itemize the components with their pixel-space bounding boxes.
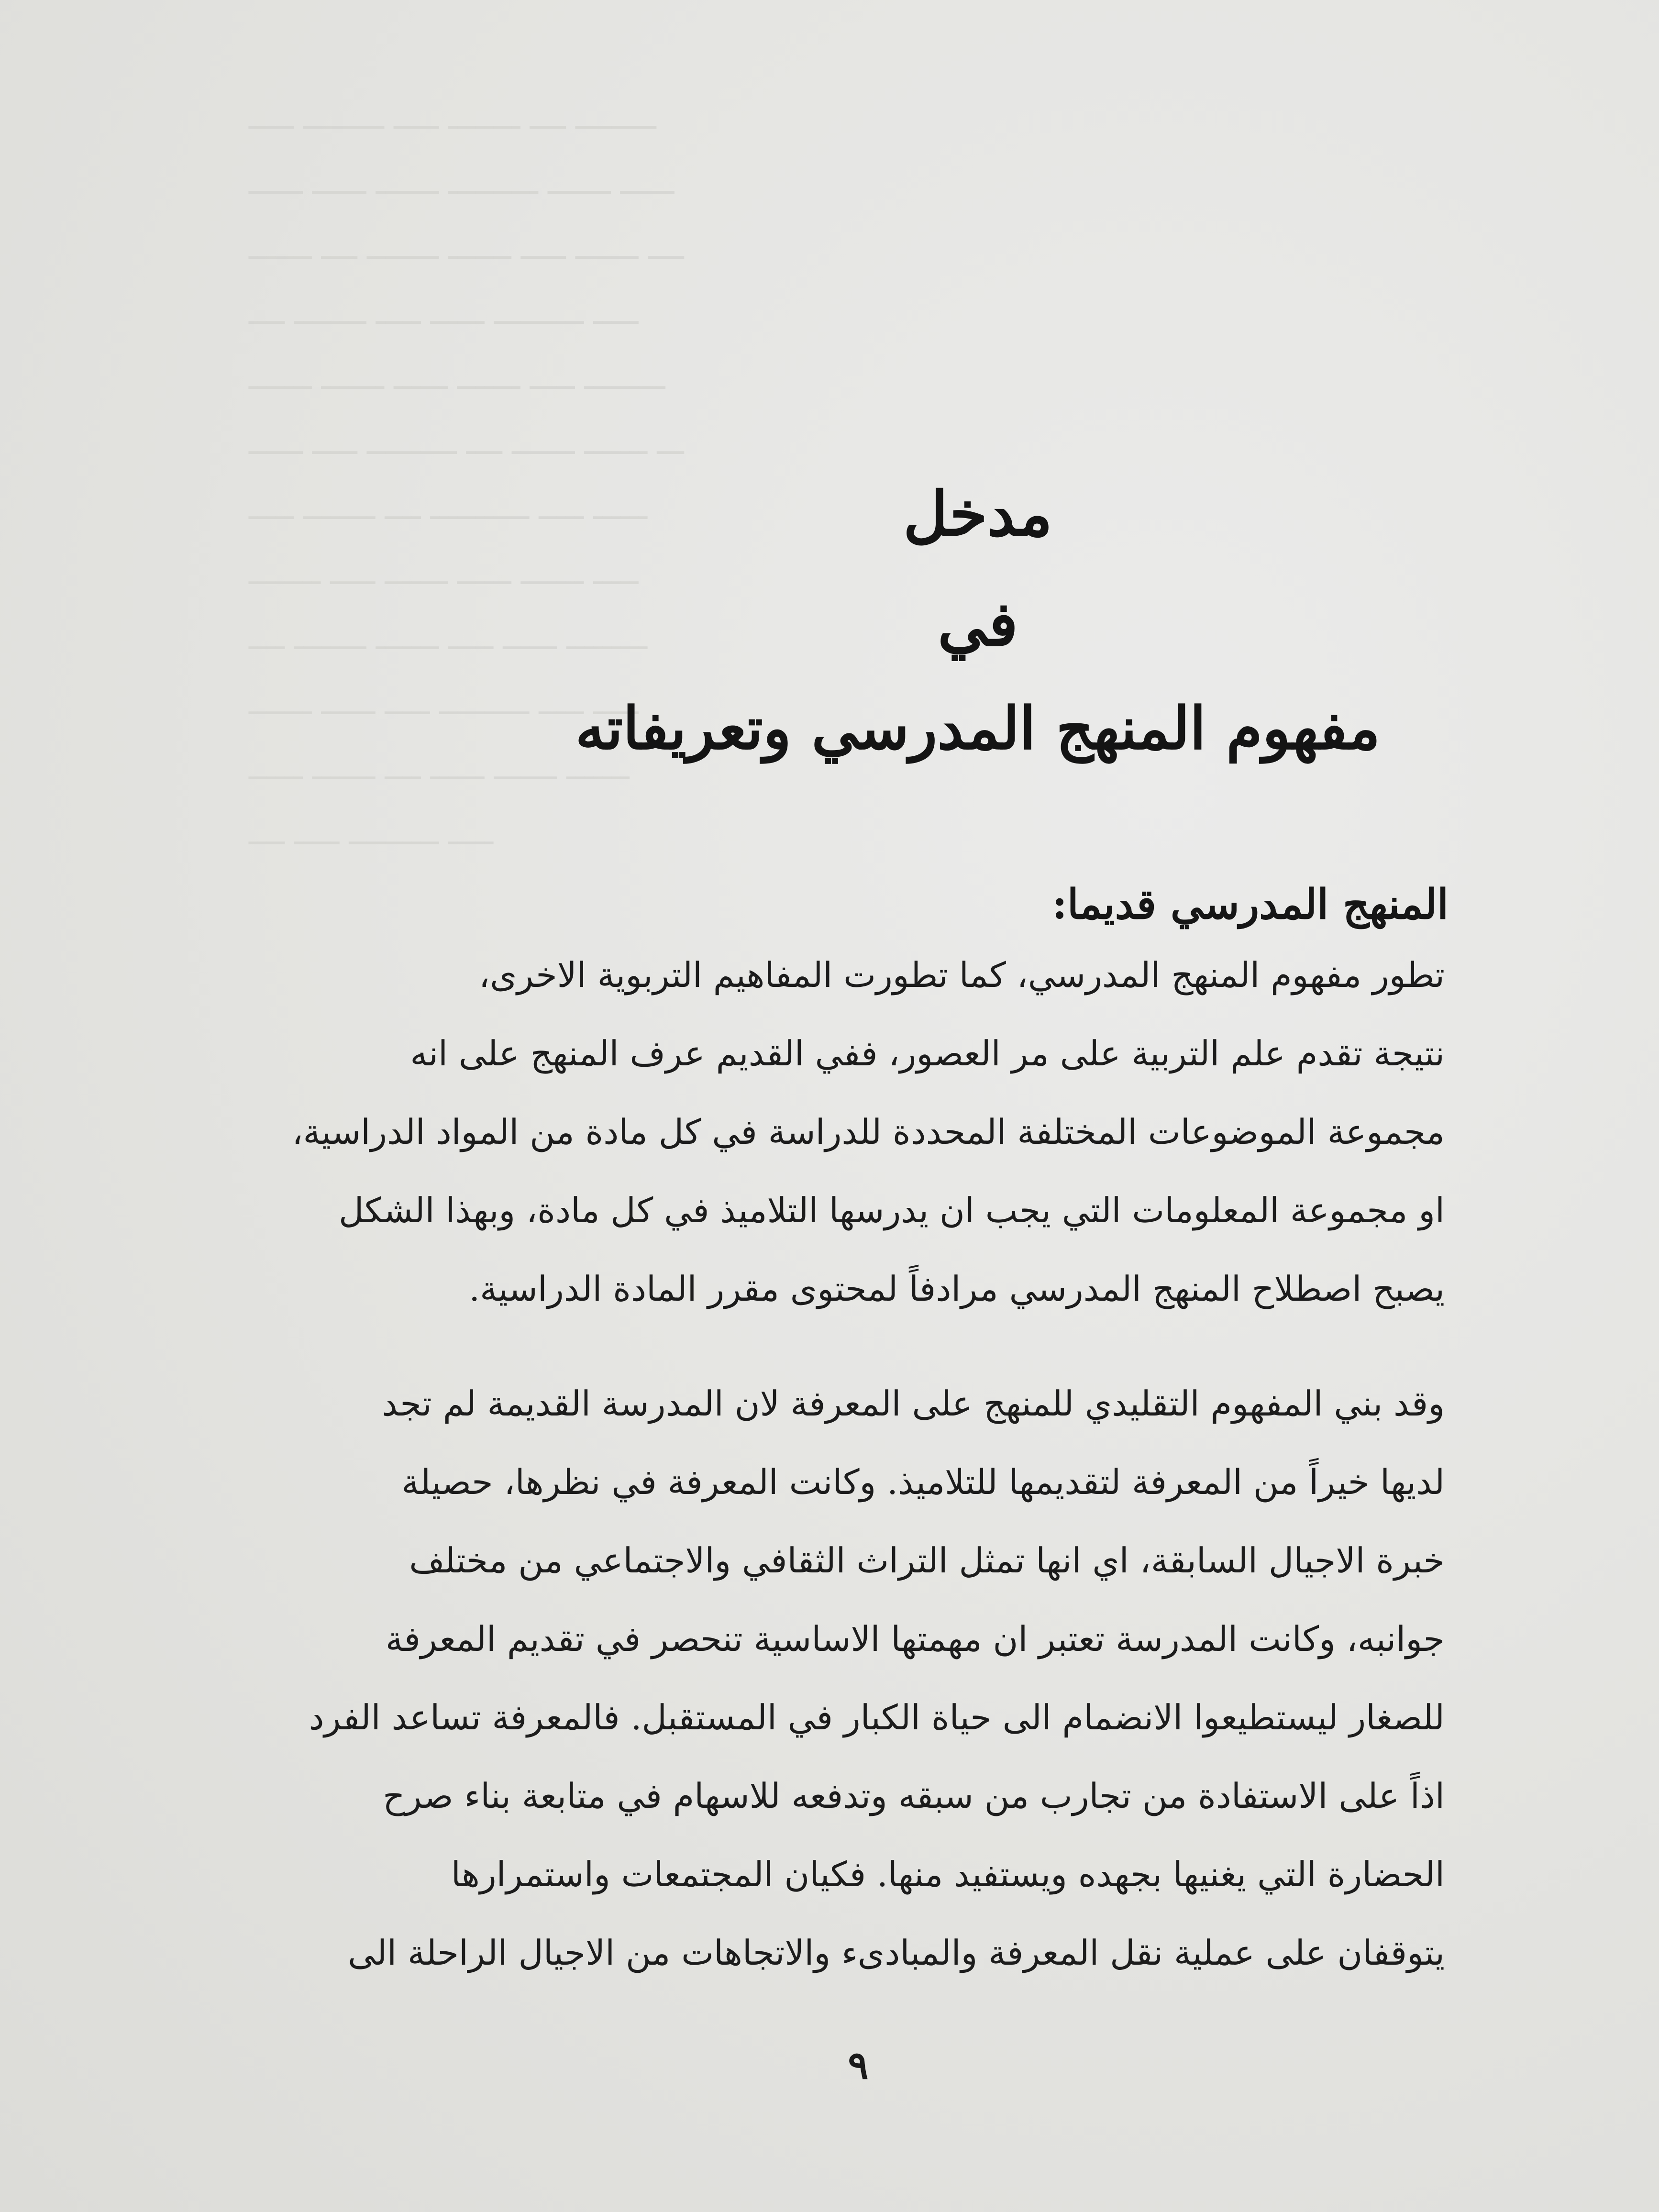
paragraph-2 — [215, 1364, 1445, 1992]
reverse-side-show-through: ـــــ ـــــــــ ـــــ ــــــــ ــــ ـــــــــ ــــــ ــــــ ـــــــ ــــــــــ ـــــــ ــــــ ـــــــ ــــ ــــــــ ـــــــ ـــــ ـــــــ ــــ ــــ ــــــــ ـــــ ــــــ ــــــــــ ـــــ ـــــــ ـــــــ ــــــ ـــــــ ـــــ ـــــــــ ــــــ ـــــ ــــــــــ ــــ ـــــــ ـــــــ ـــ ـــــ ــــــــ ــــ ـــــــــــ ـــــ ــــــ ــــــــ ـــــ ـــــــ ــــــ ـــــــ ـــــ ــــ ــــــــ ـــــــ ـــــ ــــــ ـــــــــ ـــــــ ــــــ ـــــ ــــــــــ ـــــ ـــــ ــــــ ـــــــ ــــ ــــــ ـــــــ ـــــــ ــــ ـــــ ــــــــــ ـــــ — [249, 101, 684, 852]
chapter-heading-line-1: مدخل — [903, 478, 1052, 550]
paragraph-1-line: يصبح اصطلاح المنهج المدرسي مرادفاً لمحتوى مقرر المادة الدراسية. — [469, 1269, 1445, 1309]
chapter-heading-line-2: في — [938, 588, 1018, 660]
section-title: المنهج المدرسي قديما: — [1052, 880, 1449, 929]
paragraph-1 — [215, 936, 1445, 1328]
paragraph-1-line: تطور مفهوم المنهج المدرسي، كما تطورت المفاهيم التربوية الاخرى، — [478, 955, 1445, 995]
paragraph-2-line: لديها خيراً من المعرفة لتقديمها للتلاميذ. وكانت المعرفة في نظرها، حصيلة — [401, 1462, 1445, 1502]
paragraph-1-line: مجموعة الموضوعات المختلفة المحددة للدراسة في كل مادة من المواد الدراسية، — [292, 1112, 1445, 1152]
page-number: ٩ — [848, 2043, 869, 2088]
paragraph-2-line: اذاً على الاستفادة من تجارب من سبقه وتدفعه للاسهام في متابعة بناء صرح — [383, 1776, 1445, 1816]
paragraph-2-line: جوانبه، وكانت المدرسة تعتبر ان مهمتها الاساسية تنحصر في تقديم المعرفة — [385, 1619, 1445, 1659]
paragraph-2-line: للصغار ليستطيعوا الانضمام الى حياة الكبار في المستقبل. فالمعرفة تساعد الفرد — [309, 1697, 1445, 1737]
paragraph-1-line: او مجموعة المعلومات التي يجب ان يدرسها التلاميذ في كل مادة، وبهذا الشكل — [338, 1190, 1445, 1230]
chapter-heading-line-3: مفهوم المنهج المدرسي وتعريفاته — [575, 694, 1381, 763]
paragraph-2-line: الحضارة التي يغنيها بجهده ويستفيد منها. فكيان المجتمعات واستمرارها — [451, 1854, 1445, 1894]
paragraph-2-line: وقد بني المفهوم التقليدي للمنهج على المعرفة لان المدرسة القديمة لم تجد — [382, 1383, 1445, 1424]
paragraph-1-line: نتيجة تقدم علم التربية على مر العصور، ففي القديم عرف المنهج على انه — [410, 1033, 1445, 1073]
paragraph-2-line: يتوقفان على عملية نقل المعرفة والمبادىء والاتجاهات من الاجيال الراحلة الى — [348, 1933, 1445, 1973]
paragraph-2-line: خبرة الاجيال السابقة، اي انها تمثل التراث الثقافي والاجتماعي من مختلف — [409, 1540, 1445, 1581]
